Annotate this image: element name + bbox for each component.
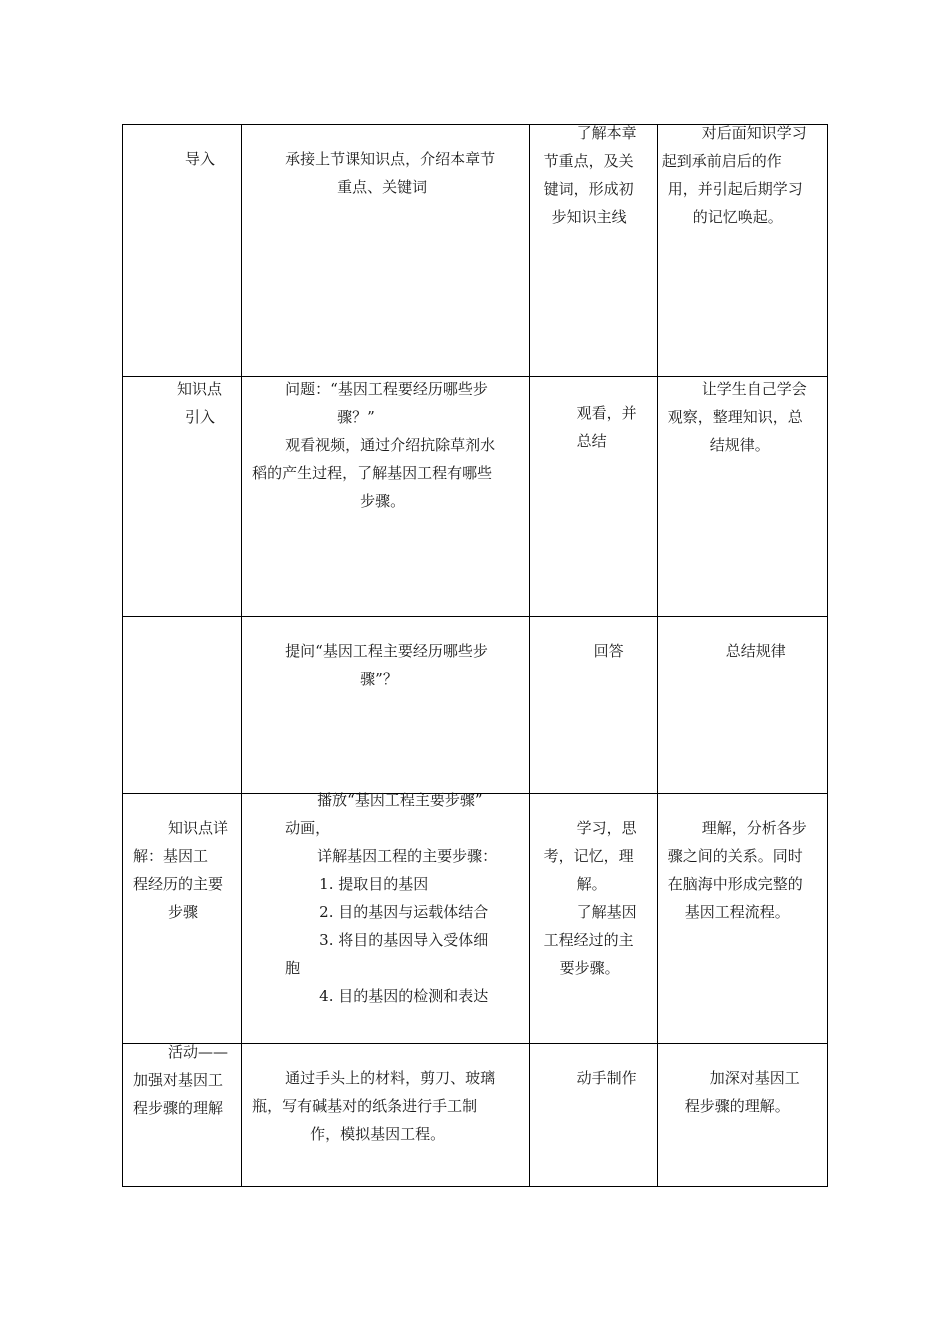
section-text: 知识点详 xyxy=(168,819,229,837)
design-intent-cell xyxy=(657,1044,827,1187)
teacher-text: 作，模拟基因工程。 xyxy=(310,1125,446,1143)
section-text: 步骤 xyxy=(168,903,199,921)
teacher-text: 骤”？ xyxy=(360,670,398,688)
student-text: 观看，并 xyxy=(576,404,637,422)
list-item: 2. 目的基因与运载体结合 xyxy=(319,903,489,921)
student-text: 步知识主线 xyxy=(551,208,627,226)
intent-text: 结规律。 xyxy=(709,436,770,454)
student-activity-cell xyxy=(529,794,657,1044)
section-cell xyxy=(123,617,242,794)
teacher-text: 问题：“基因工程要经历哪些步 xyxy=(285,380,488,398)
teacher-text: 动画， xyxy=(285,819,331,837)
intent-text: 加深对基因工 xyxy=(709,1069,800,1087)
student-text: 键词，形成初 xyxy=(543,180,634,198)
intent-text: 程步骤的理解。 xyxy=(684,1097,790,1115)
list-item: 胞 xyxy=(285,959,301,977)
list-item: 3. 将目的基因导入受体细 xyxy=(319,931,489,949)
section-text: 导入 xyxy=(185,150,216,168)
teacher-text: 步骤。 xyxy=(360,492,406,510)
section-cell xyxy=(123,1044,242,1187)
teacher-text: 承接上节课知识点，介绍本章节 xyxy=(285,150,496,168)
student-activity-cell xyxy=(529,125,657,377)
lesson-plan-table xyxy=(122,124,828,1187)
table-row xyxy=(123,1044,828,1187)
intent-text: 观察，整理知识，总 xyxy=(667,408,803,426)
section-cell xyxy=(123,794,242,1044)
design-intent-cell xyxy=(657,617,827,794)
table-row xyxy=(123,377,828,617)
design-intent-cell xyxy=(657,125,827,377)
student-text: 要步骤。 xyxy=(559,959,620,977)
student-text: 工程经过的主 xyxy=(543,931,634,949)
table-row xyxy=(123,125,828,377)
student-activity-cell xyxy=(529,377,657,617)
table-row xyxy=(123,617,828,794)
teacher-activity-cell xyxy=(242,1044,529,1187)
teacher-text: 骤？” xyxy=(337,408,375,426)
teacher-text: 提问“基因工程主要经历哪些步 xyxy=(285,642,488,660)
teacher-text: 详解基因工程的主要步骤： xyxy=(317,847,498,865)
steps-list xyxy=(242,870,528,1010)
intent-text: 的记忆唤起。 xyxy=(692,208,783,226)
intent-text: 骤之间的关系。同时 xyxy=(667,847,803,865)
teacher-activity-cell xyxy=(242,377,529,617)
student-text: 考，记忆，理 xyxy=(543,847,634,865)
student-text: 了解本章 xyxy=(576,124,637,142)
section-cell xyxy=(123,377,242,617)
teacher-text: 重点、关键词 xyxy=(337,178,428,196)
teacher-text: 观看视频，通过介绍抗除草剂水 xyxy=(285,436,496,454)
student-text: 回答 xyxy=(593,642,624,660)
student-text: 解。 xyxy=(576,875,607,893)
section-text: 程步骤的理解 xyxy=(133,1099,224,1117)
intent-text: 对后面知识学习 xyxy=(701,124,807,142)
student-activity-cell xyxy=(529,1044,657,1187)
intent-text: 起到承前启后的作 xyxy=(661,152,782,170)
student-activity-cell xyxy=(529,617,657,794)
student-text: 总结 xyxy=(576,432,607,450)
student-text: 了解基因 xyxy=(576,903,637,921)
intent-text: 基因工程流程。 xyxy=(684,903,790,921)
design-intent-cell xyxy=(657,377,827,617)
section-text: 解：基因工 xyxy=(133,847,209,865)
teacher-text: 通过手头上的材料，剪刀、玻璃 xyxy=(285,1069,496,1087)
teacher-activity-cell xyxy=(242,125,529,377)
intent-text: 理解，分析各步 xyxy=(701,819,807,837)
intent-text: 让学生自己学会 xyxy=(701,380,807,398)
section-text: 知识点 xyxy=(177,380,223,398)
list-item: 1. 提取目的基因 xyxy=(319,875,429,893)
student-text: 学习，思 xyxy=(576,819,637,837)
teacher-text: 稻的产生过程，了解基因工程有哪些 xyxy=(252,464,493,482)
teacher-text: 播放“基因工程主要步骤” xyxy=(317,791,483,809)
teacher-activity-cell xyxy=(242,617,529,794)
design-intent-cell xyxy=(657,794,827,1044)
student-text: 节重点，及关 xyxy=(543,152,634,170)
section-cell xyxy=(123,125,242,377)
section-text: 活动—— xyxy=(168,1043,229,1061)
intent-text: 总结规律 xyxy=(725,642,786,660)
intent-text: 用，并引起后期学习 xyxy=(667,180,803,198)
section-text: 程经历的主要 xyxy=(133,875,224,893)
list-item: 4. 目的基因的检测和表达 xyxy=(319,987,489,1005)
teacher-text: 瓶，写有碱基对的纸条进行手工制 xyxy=(252,1097,478,1115)
table-row xyxy=(123,794,828,1044)
teacher-activity-cell xyxy=(242,791,529,1044)
section-text: 引入 xyxy=(185,408,216,426)
section-text: 加强对基因工 xyxy=(133,1071,224,1089)
intent-text: 在脑海中形成完整的 xyxy=(667,875,803,893)
student-text: 动手制作 xyxy=(576,1069,637,1087)
